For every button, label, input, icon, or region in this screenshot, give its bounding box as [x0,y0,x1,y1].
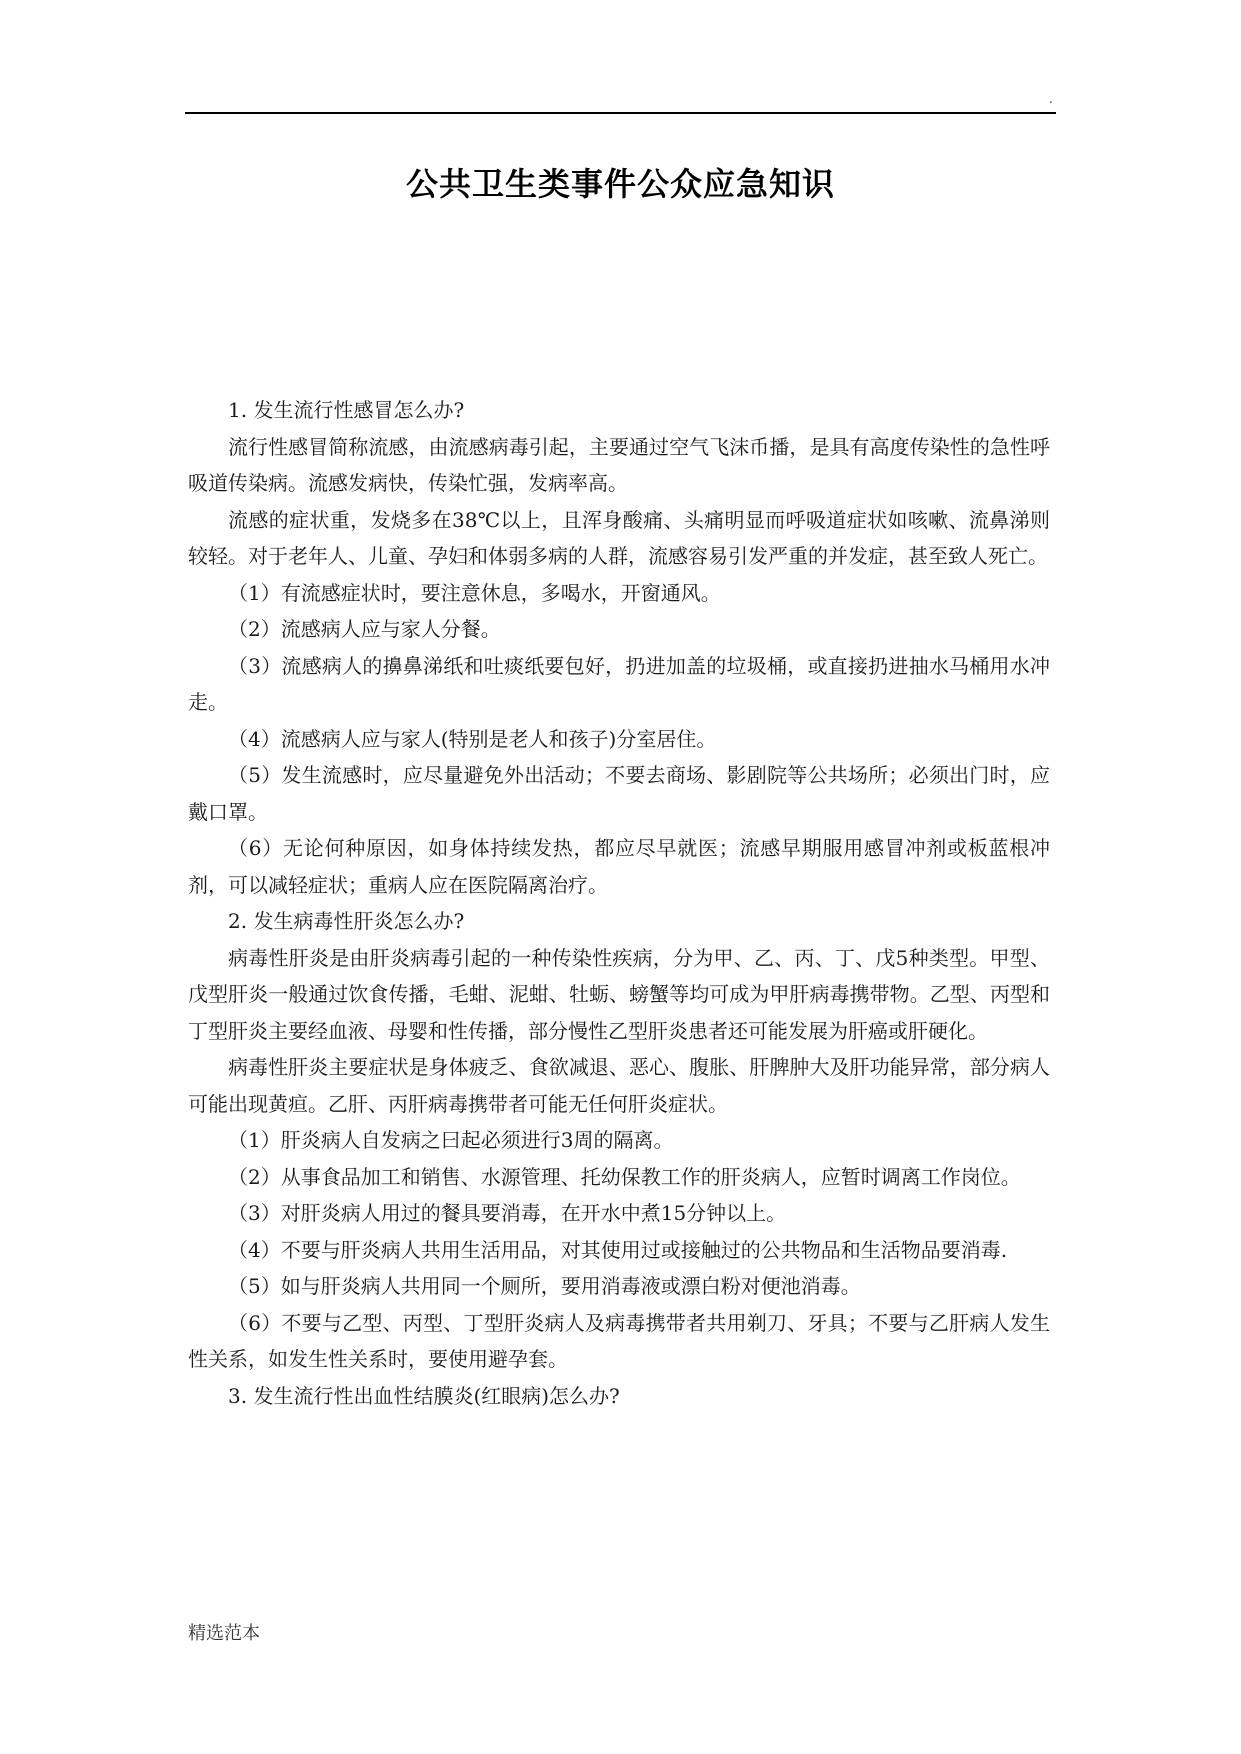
list-item: （3）对肝炎病人用过的餐具要消毒，在开水中煮15分钟以上。 [228,1201,787,1225]
document-body [188,392,1050,1414]
list-item: （2）流感病人应与家人分餐。 [228,617,501,641]
list-item: （4）不要与肝炎病人共用生活用品，对其使用过或接触过的公共物品和生活物品要消毒. [228,1237,1008,1262]
paragraph: 病毒性肝炎主要症状是身体疲乏、食欲减退、恶心、腹胀、肝脾肿大及肝功能异常，部分病人可能出现黄疸。乙肝、丙肝病毒携带者可能无任何肝炎症状。 [188,1055,1050,1116]
page-footer: 精选范本 [188,1623,260,1644]
list-item: （3）流感病人的擤鼻涕纸和吐痰纸要包好，扔进加盖的垃圾桶，或直接扔进抽水马桶用水冲走。 [188,653,1050,714]
list-item: （6）无论何种原因，如身体持续发热，都应尽早就医；流感早期服用感冒冲剂或板蓝根冲剂，可以减轻症状；重病人应在医院隔离治疗。 [188,836,1050,897]
paragraph: 病毒性肝炎是由肝炎病毒引起的一种传染性疾病，分为甲、乙、丙、丁、戊5种类型。甲型、戊型肝炎一般通过饮食传播，毛蚶、泥蚶、牡蛎、螃蟹等均可成为甲肝病毒携带物。乙型、丙型和丁型肝炎主要经血液、母婴和性传播，部分慢性乙型肝炎患者还可能发展为肝癌或肝硬化。 [188,945,1050,1043]
paragraph: 流行性感冒简称流感，由流感病毒引起，主要通过空气飞沫币播，是具有高度传染性的急性呼吸道传染病。流感发病快，传染忙强，发病率高。 [188,434,1050,495]
list-item: （4）流感病人应与家人(特别是老人和孩子)分室居住。 [228,726,717,751]
question-heading-1: 1. 发生流行性感冒怎么办? [228,398,465,422]
paragraph: 流感的症状重，发烧多在38℃以上，且浑身酸痛、头痛明显而呼吸道症状如咳嗽、流鼻涕则较轻。对于老年人、儿童、孕妇和体弱多病的人群，流感容易引发严重的并发症，甚至致人死亡。 [188,507,1050,568]
list-item: （6）不要与乙型、丙型、丁型肝炎病人及病毒携带者共用剃刀、牙具；不要与乙肝病人发生性关系，如发生性关系时，要使用避孕套。 [188,1310,1050,1371]
question-heading-3: 3. 发生流行性出血性结膜炎(红眼病)怎么办? [228,1383,620,1408]
list-item: （1）肝炎病人自发病之曰起必须进行3周的隔离。 [228,1128,674,1152]
document-title: 公共卫生类事件公众应急知识 [405,165,835,203]
header-dot: . [1049,92,1053,106]
list-item: （1）有流感症状时，要注意休息，多喝水，开窗通风。 [228,580,721,605]
list-item: （2）从事食品加工和销售、水源管理、托幼保教工作的肝炎病人，应暂时调离工作岗位。 [228,1164,1021,1189]
header-rule [185,112,1056,114]
list-item: （5）发生流感时，应尽量避免外出活动；不要去商场、影剧院等公共场所；必须出门时，应戴口罩。 [188,763,1050,824]
list-item: （5）如与肝炎病人共用同一个厕所，要用消毒液或漂白粉对便池消毒。 [228,1274,861,1298]
question-heading-2: 2. 发生病毒性肝炎怎么办? [228,909,465,933]
